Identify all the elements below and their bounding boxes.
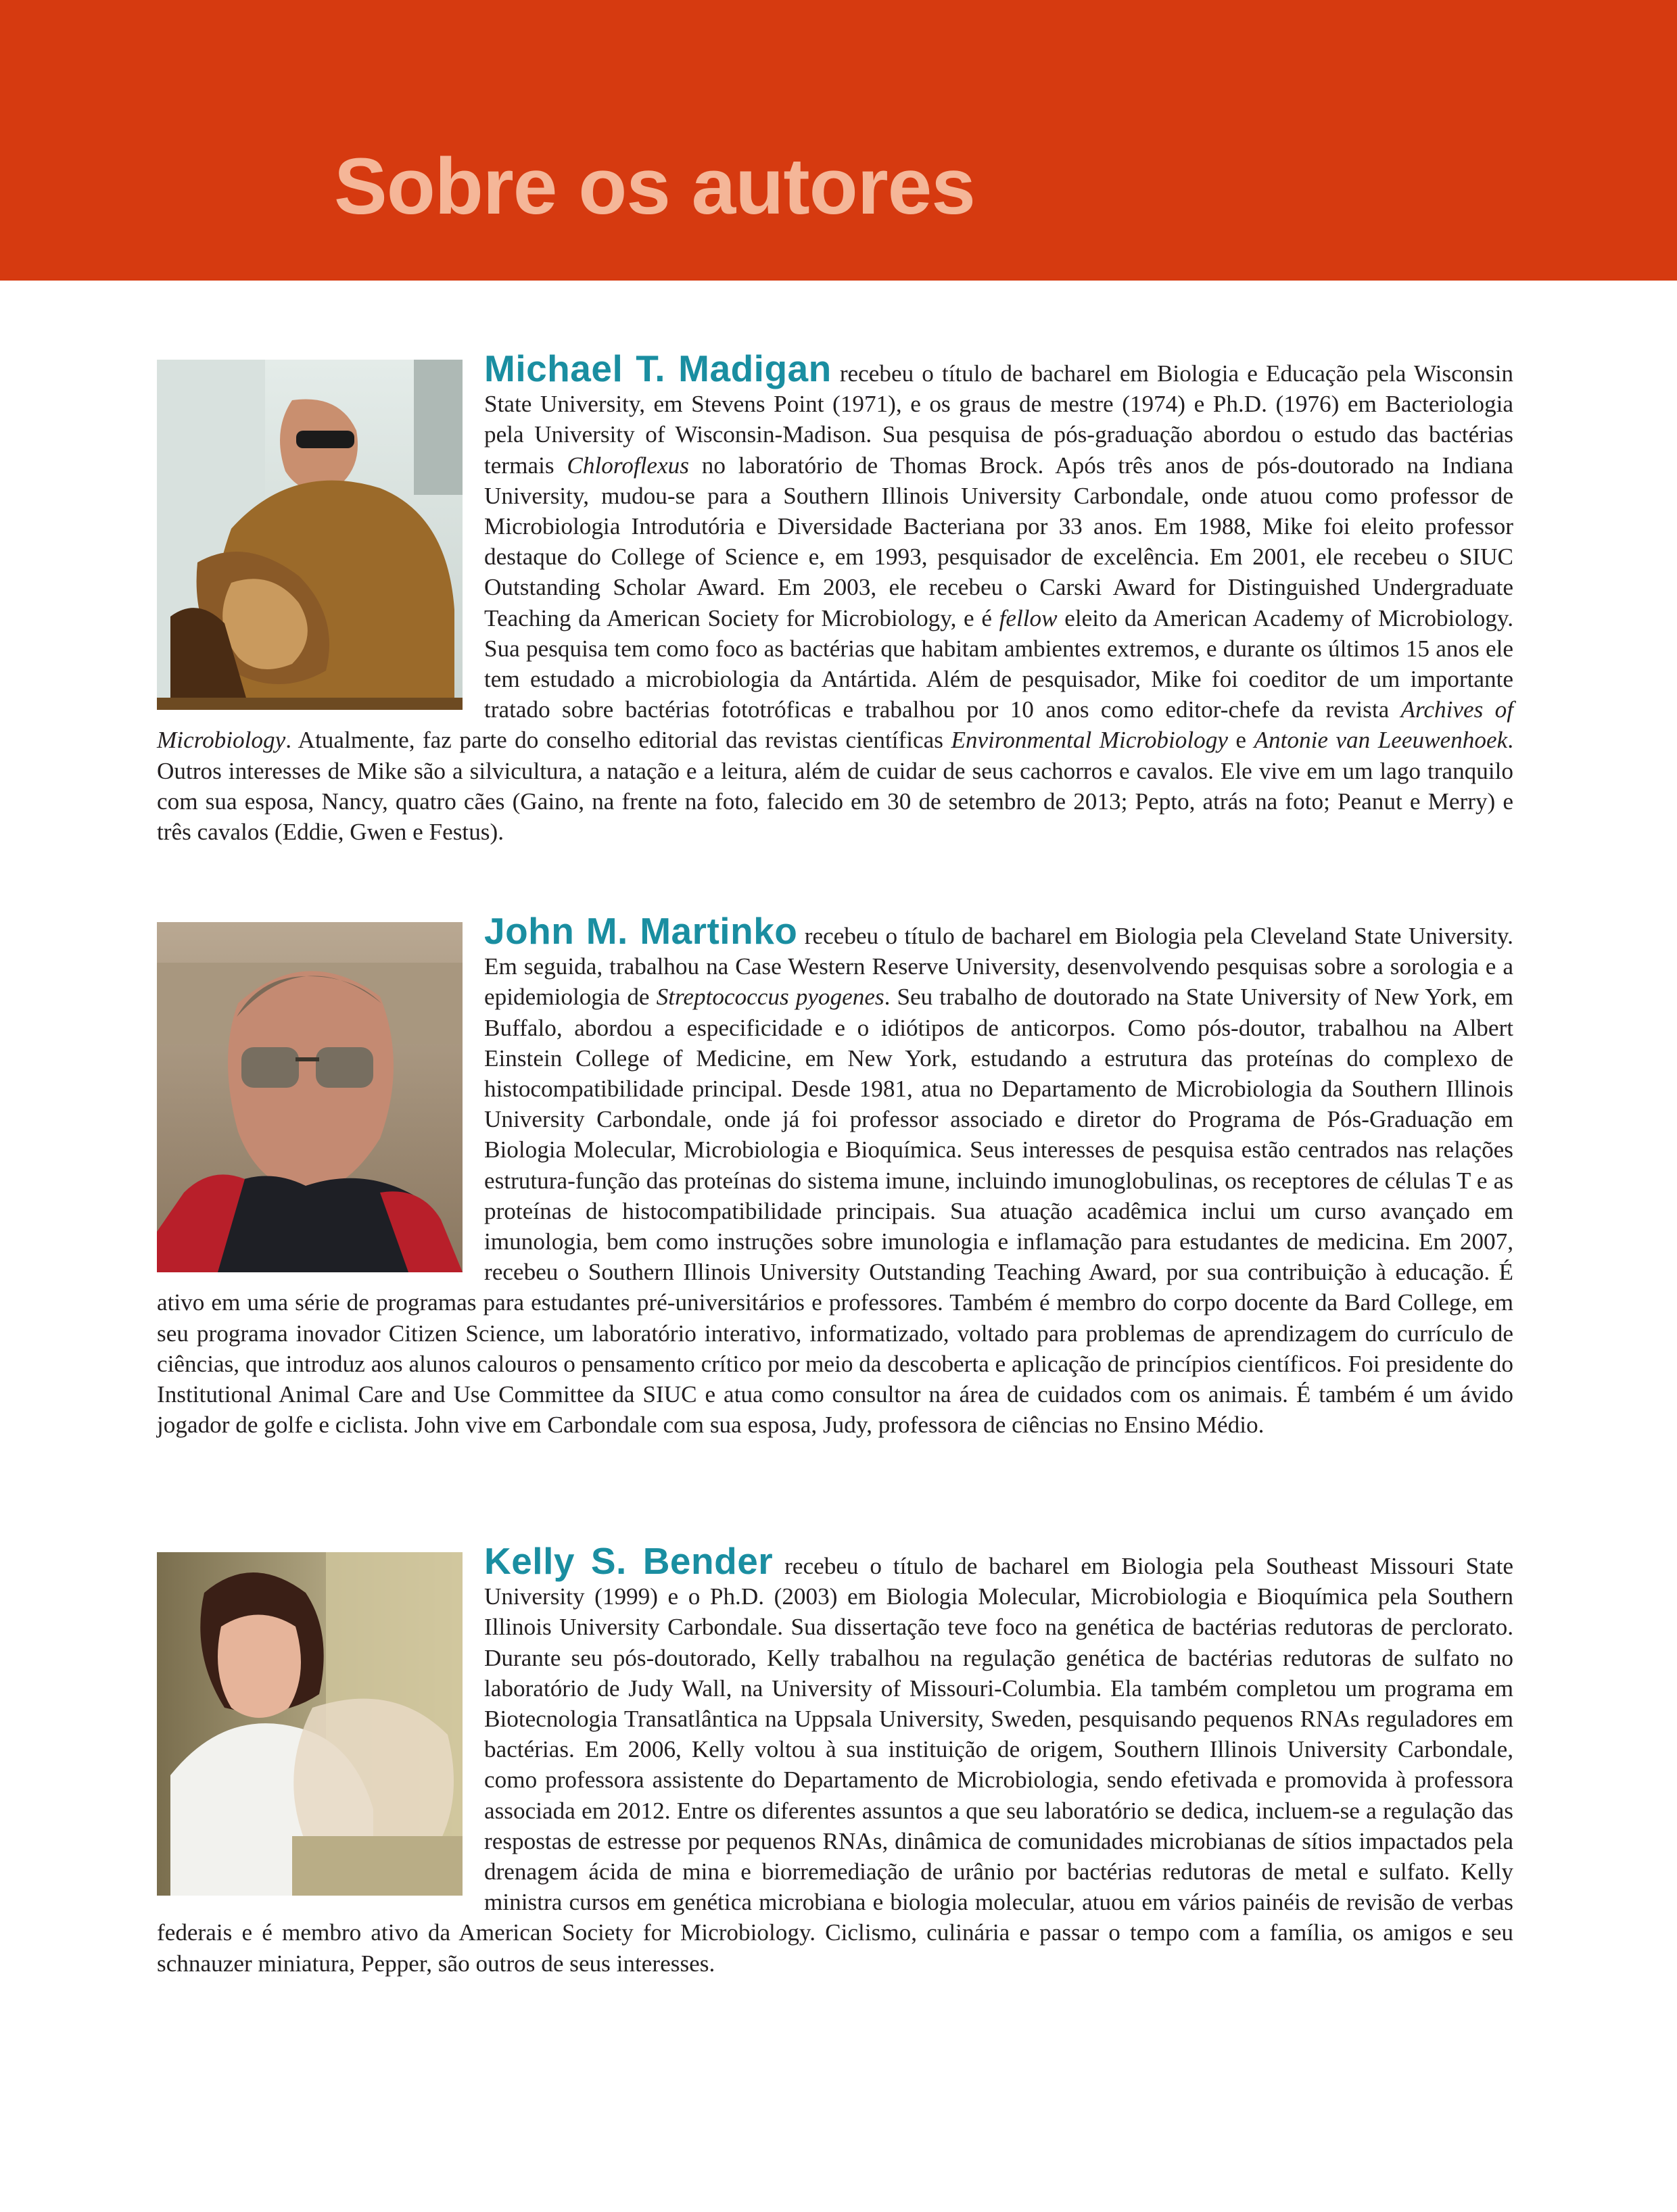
author-name: John M. Martinko — [484, 910, 798, 952]
header-banner — [0, 0, 1677, 281]
page-title: Sobre os autores — [334, 142, 975, 231]
author-name: Michael T. Madigan — [484, 347, 832, 389]
author-section: Kelly S. Bender recebeu o título de bacharel em Biologia pela Southeast Missouri State University (1999) e o Ph.D. (2003) em Biologia Molecular, Microbiologia e Bioquímica pela Southern Illinois University Carbondale. Sua dissertação teve foco na genética de bactérias redutoras de perclorato. Durante seu pós-doutorado, Kelly trabalhou na regulação genética de bactérias redutoras de sulfato no laboratório de Judy Wall, na University of Missouri-Columbia. Ela também completou um programa em Biotecnologia Transatlântica na Uppsala University, Sweden, pesquisando pequenos RNAs reguladores em bactérias. Em 2006, Kelly voltou à sua instituição de origem, Southern Illinois University Carbondale, como professora assistente do Departamento de Microbiologia, sendo efetivada e promovida à professora associada em 2012. Entre os diferentes assuntos a que seu laboratório se dedica, incluem-se a regulação das respostas de estresse por pequenos RNAs, dinâmica de comunidades microbianas de sítios impactados pela drenagem ácida de mina e biorremediação de urânio por bactérias redutoras de metal e sulfato. Kelly ministra cursos em genética microbiana e biologia molecular, atuou em vários painéis de revisão de verbas federais e é membro ativo da American Society for Microbiology. Ciclismo, culinária e passar o tempo com a família, os amigos e seu schnauzer miniatura, Pepper, são outros de seus interesses. — [157, 1540, 1513, 1977]
author-photo-man-sunglasses — [157, 922, 463, 1272]
author-section: John M. Martinko recebeu o título de bacharel em Biologia pela Cleveland State University. Em seguida, trabalhou na Case Western Reserve University, desenvolvendo pesquisas sobre a sorologia e a epidemiologia de Streptococcus pyogenes. Seu trabalho de doutorado na State University of New York, em Buffalo, abordou a especificidade e o idiótipos de anticorpos. Como pós-doutor, trabalhou na Albert Einstein College of Medicine, em New York, estudando a estrutura das proteínas do complexo de histocompatibilidade principal. Desde 1981, atua no Departamento de Microbiologia da Southern Illinois University Carbondale, onde já foi professor associado e diretor do Programa de Pós-Graduação em Biologia Molecular, Microbiologia e Bioquímica. Seus interesses de pesquisa estão centrados nas relações estrutura-função das proteínas do sistema imune, incluindo imunoglobulinas, os receptores de células T e as proteínas de histocompatibilidade principais. Sua atuação acadêmica inclui um curso avançado em imunologia, bem como instruções sobre imunologia e inflamação para estudantes de medicina. Em 2007, recebeu o Southern Illinois University Outstanding Teaching Award, por sua contribuição à educação. É ativo em uma série de programas para estudantes pré-universitários e professores. Também é membro do corpo docente da Bard College, em seu programa inovador Citizen Science, um laboratório interativo, informatizado, voltado para problemas de aprendizagem do currículo de ciências, que introduz aos alunos calouros o pensamento crítico por meio da descoberta e aplicação de princípios científicos. Foi presidente do Institutional Animal Care and Use Committee da SIUC e atua como consultor na área de cuidados com os animais. É também é um ávido jogador de golfe e ciclista. John vive em Carbondale com sua esposa, Judy, professora de ciências no Ensino Médio. — [157, 910, 1513, 1439]
author-name: Kelly S. Bender — [484, 1540, 774, 1582]
author-section: Michael T. Madigan recebeu o título de bacharel em Biologia e Educação pela Wisconsin State University, em Stevens Point (1971), e os graus de mestre (1974) e Ph.D. (1976) em Bacteriologia pela University of Wisconsin-Madison. Sua pesquisa de pós-graduação abordou o estudo das bactérias termais Chloroflexus no laboratório de Thomas Brock. Após três anos de pós-doutorado na Indiana University, mudou-se para a Southern Illinois University Carbondale, onde atuou como professor de Microbiologia Introdutória e Diversidade Bacteriana por 33 anos. Em 1988, Mike foi eleito professor destaque do College of Science e, em 1993, pesquisador de excelência. Em 2001, ele recebeu o SIUC Outstanding Scholar Award. Em 2003, ele recebeu o Carski Award for Distinguished Undergraduate Teaching da American Society for Microbiology, e é fellow eleito da American Academy of Microbiology. Sua pesquisa tem como foco as bactérias que habitam ambientes extremos, e durante os últimos 15 anos ele tem estudado a microbiologia da Antártida. Além de pesquisador, Mike foi coeditor de um importante tratado sobre bactérias fototróficas e trabalhou por 10 anos como editor-chefe da revista Archives of Microbiology. Atualmente, faz parte do conselho editorial das revistas científicas Environmental Microbiology e Antonie van Leeuwenhoek. Outros interesses de Mike são a silvicultura, a natação e a leitura, além de cuidar de seus cachorros e cavalos. Ele vive em um lago tranquilo com sua esposa, Nancy, quatro cães (Gaino, na frente na foto, falecido em 30 de setembro de 2013; Pepto, atrás na foto; Peanut e Merry) e três cavalos (Eddie, Gwen e Festus). — [157, 347, 1513, 846]
author-photo-woman-in-lab — [157, 1552, 463, 1896]
author-photo-man-with-dogs — [157, 360, 463, 710]
